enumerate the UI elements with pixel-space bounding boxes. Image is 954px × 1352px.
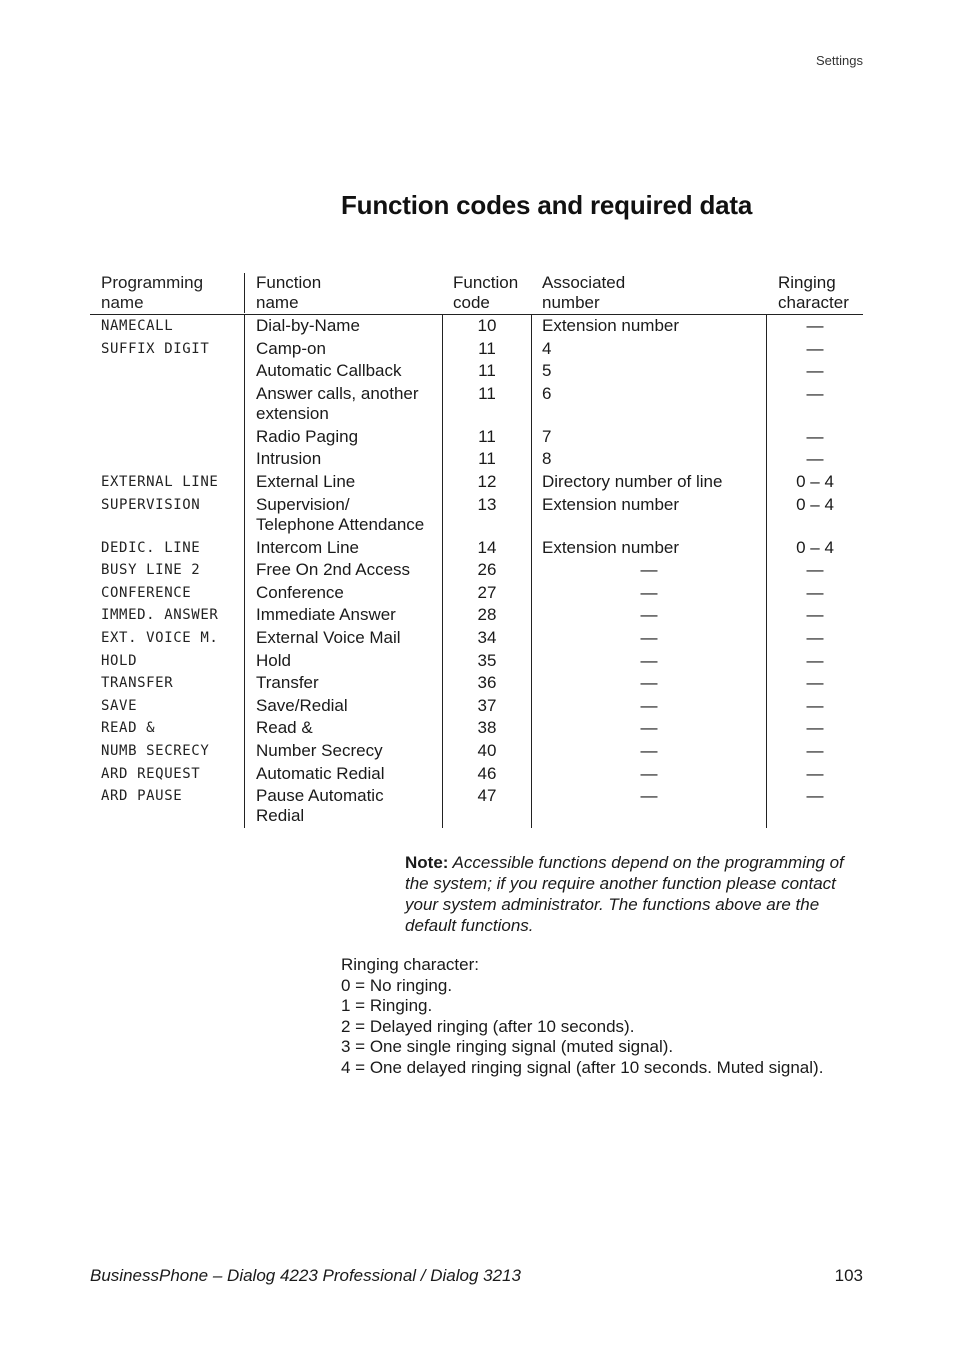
function-name-line: Dial-by-Name (256, 316, 360, 335)
ringing-character-cell: — (766, 383, 863, 426)
page-number: 103 (834, 1266, 863, 1285)
function-name-line: Camp-on (256, 338, 326, 358)
function-name-cell (244, 582, 442, 605)
associated-number-cell: — (531, 695, 766, 718)
header-associated-number: Associated number (542, 273, 626, 312)
programming-name-cell: NUMB SECRECY (101, 742, 210, 759)
legend-line: Ringing character: (341, 955, 479, 974)
ringing-character-cell: — (766, 360, 863, 383)
function-code-cell: 34 (442, 627, 531, 650)
ringing-character-cell: — (766, 627, 863, 650)
ringing-character-cell: — (766, 785, 863, 828)
table-row (90, 471, 863, 494)
function-name-line: Automatic Callback (256, 361, 402, 381)
programming-name-cell: SAVE (101, 697, 138, 714)
table-row (90, 650, 863, 673)
programming-name-cell (90, 448, 244, 471)
associated-number-cell: 5 (531, 360, 766, 383)
function-code-cell: 26 (442, 559, 531, 582)
ringing-character-cell: — (766, 426, 863, 449)
function-name-cell (244, 360, 442, 383)
associated-number-cell: — (531, 672, 766, 695)
ringing-character-cell: — (766, 650, 863, 673)
function-name-cell (244, 426, 442, 449)
legend-line: 0 = No ringing. (341, 975, 453, 995)
function-name-line: External Line (256, 471, 356, 491)
function-name-line: Conference (256, 582, 344, 602)
note-text: Accessible functions depend on the programming of the system; if you require another function please contact your system administrator. The functions above are the default functions. (405, 853, 844, 935)
programming-name-cell (90, 360, 244, 383)
header-ringing-character: Ringing character (778, 273, 849, 312)
running-head: Settings (816, 53, 863, 68)
header-function-code: Function code (453, 273, 519, 312)
programming-name-cell: ARD REQUEST (101, 765, 201, 782)
associated-number-cell: — (531, 740, 766, 763)
function-name-cell (244, 785, 442, 828)
associated-number-cell: 7 (531, 426, 766, 449)
function-code-cell: 37 (442, 695, 531, 718)
function-name-cell (244, 695, 442, 718)
table-row (90, 604, 863, 627)
programming-name-cell: BUSY LINE 2 (101, 562, 201, 579)
table-row (90, 763, 863, 786)
associated-number-cell: 4 (531, 338, 766, 361)
function-codes-table (90, 273, 863, 828)
table-header (90, 273, 863, 315)
header-function-name: Function name (244, 273, 442, 313)
associated-number-cell: Extension number (531, 494, 766, 537)
table-row (90, 448, 863, 471)
table-row (90, 717, 863, 740)
function-code-cell: 36 (442, 672, 531, 695)
associated-number-cell: — (531, 604, 766, 627)
function-code-cell: 47 (442, 785, 531, 828)
function-name-line: Transfer (256, 673, 319, 693)
programming-name-cell: READ & (101, 720, 156, 737)
function-name-cell (244, 627, 442, 650)
associated-number-cell: — (531, 785, 766, 828)
function-name-cell (244, 717, 442, 740)
function-code-cell: 12 (442, 471, 531, 494)
ringing-character-cell: — (766, 338, 863, 361)
ringing-character-cell: 0 – 4 (766, 494, 863, 537)
ringing-character-cell: — (766, 448, 863, 471)
programming-name-cell: DEDIC. LINE (101, 539, 201, 556)
table-row (90, 785, 863, 828)
function-name-line: Free On 2nd Access (256, 560, 411, 580)
programming-name-cell: CONFERENCE (101, 584, 192, 601)
footer-product-title: BusinessPhone – Dialog 4223 Professional / Dialog 3213 (90, 1266, 521, 1285)
programming-name-cell: EXTERNAL LINE (101, 473, 219, 490)
table-row (90, 559, 863, 582)
ringing-character-cell: — (766, 604, 863, 627)
table-row (90, 494, 863, 537)
function-code-cell: 38 (442, 717, 531, 740)
function-code-cell: 11 (442, 338, 531, 361)
function-name-line: Intercom Line (256, 537, 359, 557)
function-code-cell: 35 (442, 650, 531, 673)
function-name-line: Save/Redial (256, 695, 348, 715)
ringing-character-legend (341, 955, 861, 1078)
ringing-character-cell: — (766, 695, 863, 718)
associated-number-cell: — (531, 627, 766, 650)
ringing-character-cell: — (766, 559, 863, 582)
table-row (90, 695, 863, 718)
function-name-line: Read & (256, 718, 313, 738)
function-code-cell: 28 (442, 604, 531, 627)
function-name-cell (244, 763, 442, 786)
programming-name-cell: EXT. VOICE M. (101, 629, 219, 646)
function-name-cell (244, 383, 442, 426)
legend-line: 3 = One single ringing signal (muted signal). (341, 1037, 674, 1056)
associated-number-cell: 6 (531, 383, 766, 426)
function-name-line: Immediate Answer (256, 605, 396, 625)
associated-number-cell: — (531, 582, 766, 605)
table-row (90, 627, 863, 650)
function-name-cell (244, 740, 442, 763)
table-row (90, 338, 863, 361)
function-name-line: Number Secrecy (256, 740, 383, 760)
function-name-line: Intrusion (256, 449, 322, 469)
function-name-cell (244, 604, 442, 627)
note-label: Note: (405, 853, 449, 872)
ringing-character-cell: 0 – 4 (766, 471, 863, 494)
table-row (90, 740, 863, 763)
function-name-cell (244, 537, 442, 560)
function-name-line: External Voice Mail (256, 627, 401, 647)
function-code-cell: 11 (442, 426, 531, 449)
function-name-line: Radio Paging (256, 426, 359, 446)
function-code-cell: 10 (442, 315, 531, 338)
ringing-character-cell: — (766, 717, 863, 740)
function-name-line: Pause Automatic (256, 786, 384, 806)
function-code-cell: 11 (442, 360, 531, 383)
ringing-character-cell: — (766, 582, 863, 605)
function-name-cell (244, 672, 442, 695)
function-name-cell (244, 448, 442, 471)
function-code-cell: 27 (442, 582, 531, 605)
table-row (90, 582, 863, 605)
function-name-line: Supervision/ (256, 494, 350, 514)
associated-number-cell: Directory number of line (531, 471, 766, 494)
page-title: Function codes and required data (341, 190, 753, 220)
programming-name-cell (90, 426, 244, 449)
associated-number-cell: — (531, 763, 766, 786)
programming-name-cell: SUPERVISION (101, 496, 201, 513)
table-row (90, 360, 863, 383)
function-name-cell (244, 650, 442, 673)
table-row (90, 383, 863, 426)
function-name-line: Automatic Redial (256, 763, 385, 783)
ringing-character-cell: — (766, 763, 863, 786)
programming-name-cell: ARD PAUSE (101, 788, 183, 805)
associated-number-cell: Extension number (531, 537, 766, 560)
associated-number-cell: — (531, 717, 766, 740)
header-programming-name: Programming name (101, 273, 204, 312)
function-code-cell: 13 (442, 494, 531, 537)
legend-line: 1 = Ringing. (341, 996, 433, 1015)
programming-name-cell: TRANSFER (101, 675, 174, 692)
table-row (90, 537, 863, 560)
function-code-cell: 40 (442, 740, 531, 763)
programming-name-cell: NAMECALL (101, 318, 174, 334)
ringing-character-cell: — (766, 672, 863, 695)
function-name-line: extension (256, 403, 329, 423)
function-name-line: Hold (256, 650, 291, 670)
ringing-character-cell: — (766, 315, 863, 338)
function-code-cell: 14 (442, 537, 531, 560)
function-name-cell (244, 315, 442, 338)
function-name-cell (244, 338, 442, 361)
ringing-character-cell: 0 – 4 (766, 537, 863, 560)
associated-number-cell: — (531, 559, 766, 582)
function-code-cell: 11 (442, 383, 531, 426)
function-name-cell (244, 471, 442, 494)
table-row (90, 672, 863, 695)
programming-name-cell: HOLD (101, 652, 138, 669)
programming-name-cell (90, 383, 244, 426)
function-code-cell: 11 (442, 448, 531, 471)
legend-line: 4 = One delayed ringing signal (after 10 seconds. Muted signal). (341, 1057, 824, 1077)
function-name-line: Telephone Attendance (256, 514, 425, 534)
function-code-cell: 46 (442, 763, 531, 786)
ringing-character-cell: — (766, 740, 863, 763)
function-name-line: Redial (256, 806, 305, 826)
note (405, 852, 865, 936)
table-row (90, 426, 863, 449)
programming-name-cell: IMMED. ANSWER (101, 607, 219, 624)
associated-number-cell: Extension number (531, 315, 766, 338)
function-name-cell (244, 559, 442, 582)
table-row (90, 315, 863, 338)
associated-number-cell: — (531, 650, 766, 673)
table-body (90, 315, 863, 828)
legend-line: 2 = Delayed ringing (after 10 seconds). (341, 1016, 635, 1036)
function-name-cell (244, 494, 442, 537)
associated-number-cell: 8 (531, 448, 766, 471)
programming-name-cell: SUFFIX DIGIT (101, 340, 210, 357)
function-name-line: Answer calls, another (256, 383, 419, 403)
